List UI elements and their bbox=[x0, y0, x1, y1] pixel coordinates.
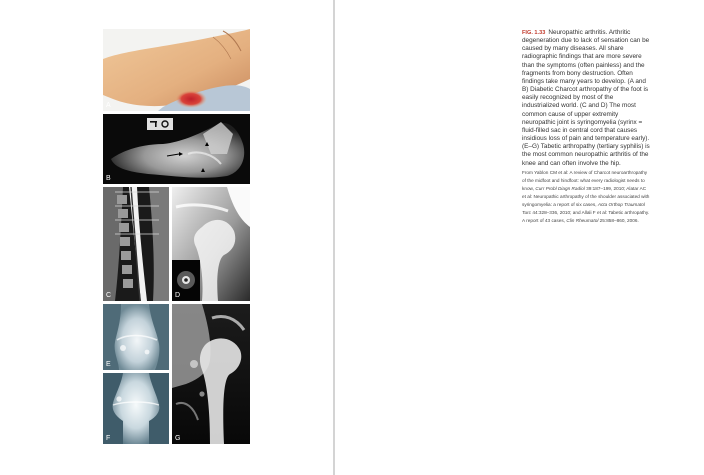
panel-c-spine-mri bbox=[103, 187, 169, 301]
panel-label-e: E bbox=[106, 361, 111, 368]
panel-label-b: B bbox=[106, 175, 111, 182]
panel-f-knee-xray bbox=[103, 373, 169, 444]
panel-label-d: D bbox=[175, 292, 181, 299]
ref1-rest: 39:187–199, 2010; Alatar AC et al: Neuropathic arthropathy of the shoulder associated with syringomyelia: a report of six cases, bbox=[522, 185, 650, 207]
panel-g-hip-xray bbox=[172, 304, 250, 444]
panel-label-a: A bbox=[106, 102, 111, 109]
panel-label-c: C bbox=[106, 292, 112, 299]
figure-references bbox=[522, 169, 650, 225]
panel-a-foot-photo bbox=[103, 29, 250, 111]
panel-e-knee-xray bbox=[103, 304, 169, 370]
foot-photo-image bbox=[103, 29, 250, 111]
ref2-journal: Acta Orthop Traumatol Turc bbox=[522, 201, 645, 215]
shoulder-xray-image bbox=[172, 187, 250, 301]
panel-b-foot-xray bbox=[103, 114, 250, 184]
panel-d-shoulder-xray bbox=[172, 187, 250, 301]
caption-text: Neuropathic arthritis. Arthritic degeneration due to lack of sensation can be caused by many diseases. All share radiographic findings that are more severe than the symptoms (often painless) and the fragments from bony destruction. Often findings take many years to develop. (A and B) Diabetic Charcot arthropathy of the foot is easily recognized by most of the industrialized world. (C and D) The most common cause of upper extremity neuropathic joint is syringomyelia (syrinx = fluid-filled sac in central cord that causes insidious loss of pain and temperature early). (E–G) Tabetic arthropathy (tertiary syphilis) is the most common neuropathic arthritis of the knee and can often involve the hip. bbox=[522, 29, 650, 167]
figure-caption bbox=[522, 29, 650, 225]
left-page bbox=[0, 0, 333, 475]
hip-xray-image bbox=[172, 304, 250, 444]
panel-label-f: F bbox=[106, 435, 111, 442]
panel-label-g: G bbox=[175, 435, 181, 442]
knee-xray-f-image bbox=[103, 373, 169, 444]
references-lead: From Yablon CM et al: A review of Charcot neuroarthropathy of the midfoot and hindfoot: what every radiologist needs to know, bbox=[522, 169, 648, 191]
ref1-journal: Curr Probl Diagn Radiol bbox=[535, 185, 585, 191]
ref3-journal: Clin Rheumatol bbox=[566, 217, 599, 223]
knee-xray-e-image bbox=[103, 304, 169, 370]
ref3-rest: 25:858–860, 2006. bbox=[599, 217, 639, 223]
ref2-rest: 44:328–336, 2010; and Allali F et al: Tabetic arthropathy. A report of 43 cases, bbox=[522, 209, 650, 223]
foot-xray-image bbox=[103, 114, 250, 184]
spine-mri-image bbox=[103, 187, 169, 301]
figure-number: FIG. 1.33 bbox=[522, 30, 546, 36]
